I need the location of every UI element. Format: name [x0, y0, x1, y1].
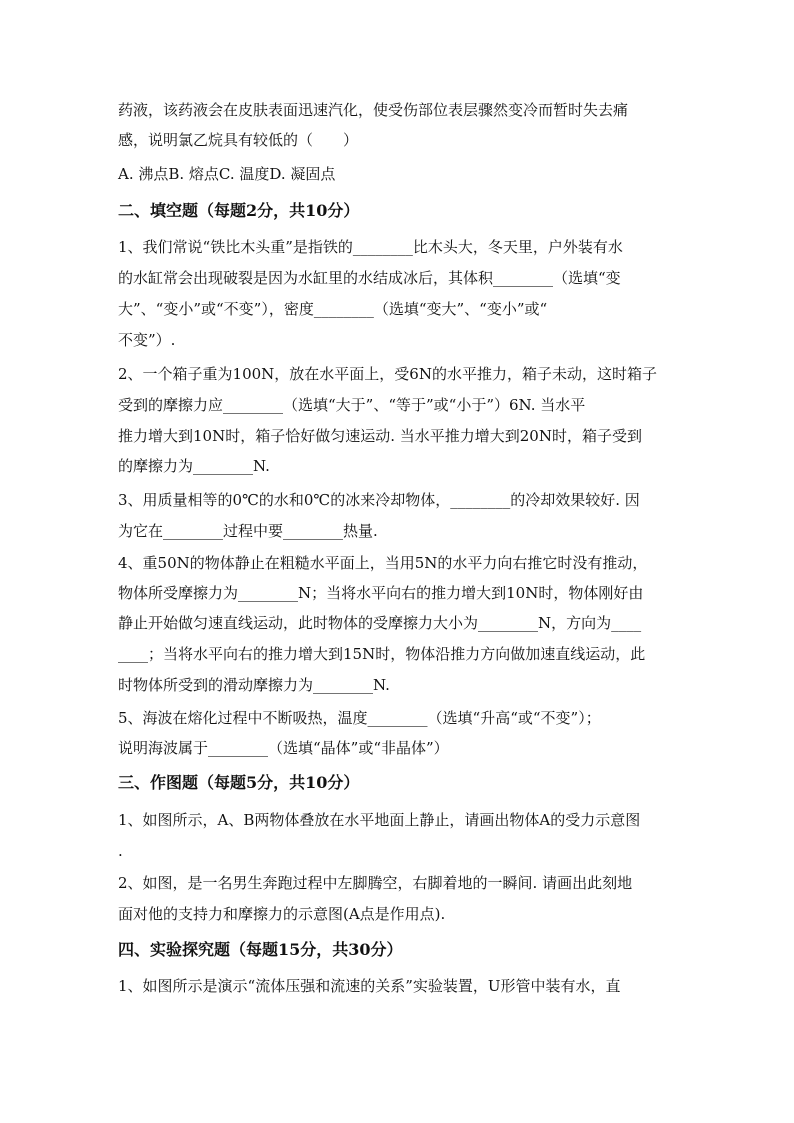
question-text-line: 推力增大到10N时，箱子恰好做匀速运动. 当水平推力增大到20N时，箱子受到 [118, 427, 642, 445]
question-text-line: 1、如图所示，A、B两物体叠放在水平地面上静止，请画出物体A的受力示意图 [118, 811, 641, 829]
section-heading-fill-in: 二、填空题（每题2分，共10分） [118, 201, 360, 220]
question-text-line: 静止开始做匀速直线运动，此时物体的受摩擦力大小为________N，方向为____ [118, 614, 642, 632]
answer-options: A. 沸点B. 熔点C. 温度D. 凝固点 [118, 165, 336, 183]
question-text-line: 时物体所受到的滑动摩擦力为________N. [118, 676, 390, 694]
question-text-line: 5、海波在熔化过程中不断吸热，温度________（选填“升高“或“不变”）； [118, 709, 601, 727]
question-text-line: 1、我们常说“铁比木头重”是指铁的________比木头大，冬天里，户外装有水 [118, 238, 623, 256]
question-text-line: 2、如图，是一名男生奔跑过程中左脚腾空，右脚着地的一瞬间. 请画出此刻地 [118, 874, 633, 892]
question-text-line: . [118, 842, 123, 860]
question-text-line: 大”、“变小”或“不变”），密度________（选填“变大”、“变小”或“ [118, 300, 548, 318]
question-text-line: 的摩擦力为________N. [118, 457, 270, 475]
question-text-line: 物体所受摩擦力为________N；当将水平向右的推力增大到10N时，物体刚好由 [118, 584, 644, 602]
question-text-line: 不变”）. [118, 331, 176, 349]
question-text-line: 受到的摩擦力应________（选填“大于”、“等于”或“小于”）6N. 当水平 [118, 396, 586, 414]
question-text-line: 4、重50N的物体静止在粗糙水平面上，当用5N的水平力向右推它时没有推动， [118, 554, 648, 572]
question-text-line: 为它在________过程中要________热量. [118, 522, 378, 540]
question-text-line: 1、如图所示是演示“流体压强和流速的关系”实验装置，U形管中装有水，直 [118, 977, 621, 995]
question-text-line: 面对他的支持力和摩擦力的示意图(A点是作用点). [118, 905, 446, 923]
question-text-line: 药液，该药液会在皮肤表面迅速汽化，使受伤部位表层骤然变冷而暂时失去痛 [118, 101, 629, 119]
section-heading-experiment: 四、实验探究题（每题15分，共30分） [118, 940, 403, 959]
question-text-line: 2、一个箱子重为100N，放在水平面上，受6N的水平推力，箱子未动，这时箱子 [118, 365, 657, 383]
question-text-line: 3、用质量相等的0℃的水和0℃的冰来冷却物体，________的冷却效果较好. 因 [118, 491, 640, 509]
question-text-line: 的水缸常会出现破裂是因为水缸里的水结成冰后，其体积________（选填“变 [118, 269, 621, 287]
section-heading-drawing: 三、作图题（每题5分，共10分） [118, 773, 360, 792]
question-text-line: ____；当将水平向右的推力增大到15N时，物体沿推力方向做加速直线运动，此 [118, 645, 646, 663]
question-text-line: 感，说明氯乙烷具有较低的（ ） [118, 131, 359, 149]
question-text-line: 说明海波属于________（选填“晶体”或“非晶体”） [118, 739, 449, 757]
